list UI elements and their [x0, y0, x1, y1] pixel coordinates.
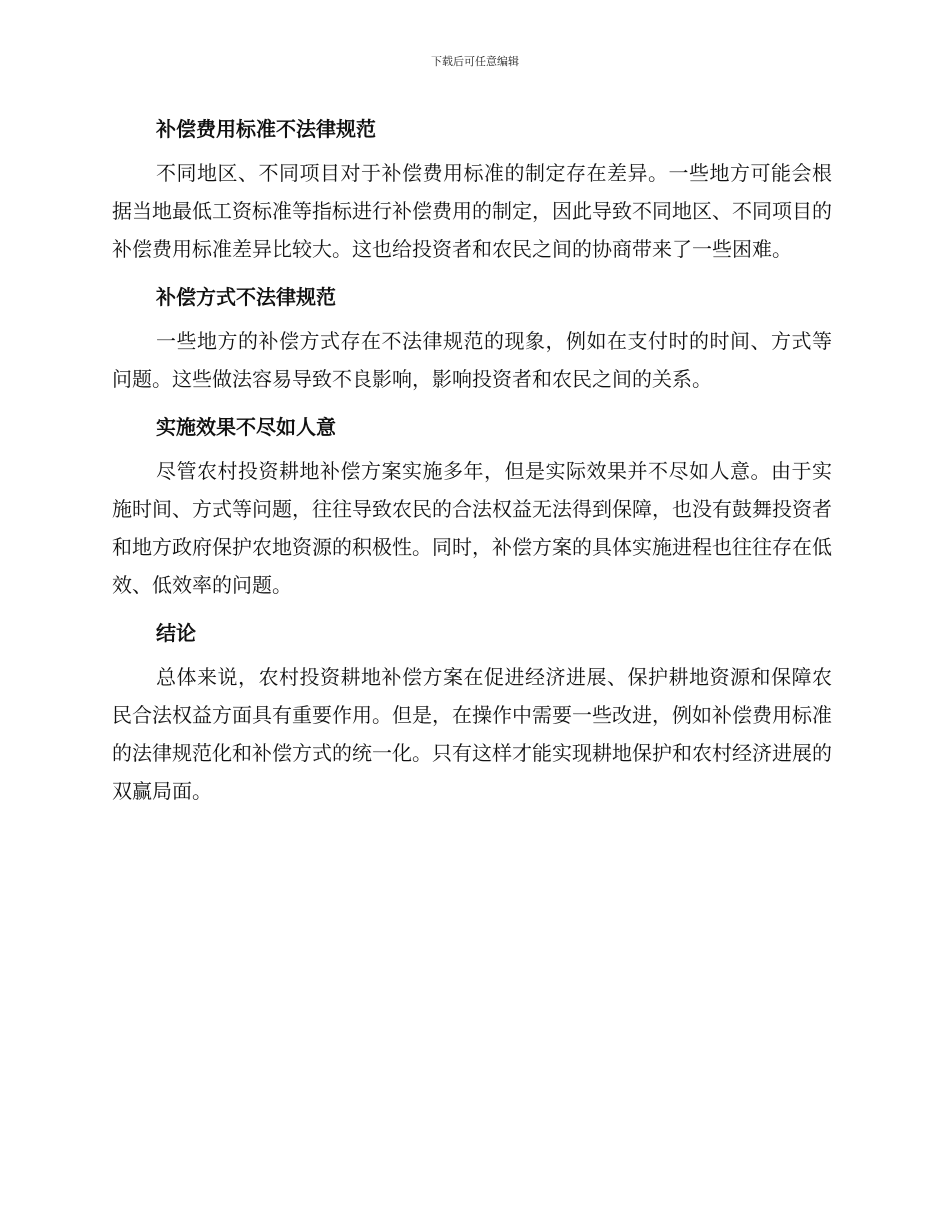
document-body [112, 110, 832, 820]
section-heading: 结论 [156, 621, 196, 645]
section-paragraph: 不同地区、不同项目对于补偿费用标准的制定存在差异。一些地方可能会根据当地最低工资标准等指标进行补偿费用的制定，因此导致不同地区、不同项目的补偿费用标准差异比较大。这也给投资者和农民之间的协商带来了一些困难。 [112, 161, 832, 261]
section-implementation-effect [112, 408, 832, 604]
section-paragraph: 一些地方的补偿方式存在不法律规范的现象，例如在支付时的时间、方式等问题。这些做法容易导致不良影响，影响投资者和农民之间的关系。 [112, 329, 832, 391]
section-heading: 实施效果不尽如人意 [156, 415, 336, 439]
section-conclusion [112, 614, 832, 810]
section-heading: 补偿费用标准不法律规范 [156, 117, 376, 141]
section-paragraph: 尽管农村投资耕地补偿方案实施多年，但是实际效果并不尽如人意。由于实施时间、方式等问题，往往导致农民的合法权益无法得到保障，也没有鼓舞投资者和地方政府保护农地资源的积极性。同时，补偿方案的具体实施进程也往往存在低效、低效率的问题。 [112, 459, 832, 597]
page-header: 下载后可任意编辑 [431, 55, 519, 68]
section-paragraph: 总体来说，农村投资耕地补偿方案在促进经济进展、保护耕地资源和保障农民合法权益方面具有重要作用。但是，在操作中需要一些改进，例如补偿费用标准的法律规范化和补偿方式的统一化。只有这样才能实现耕地保护和农村经济进展的双赢局面。 [112, 665, 832, 803]
section-compensation-standard [112, 110, 832, 268]
section-compensation-method [112, 278, 832, 398]
section-heading: 补偿方式不法律规范 [156, 285, 336, 309]
